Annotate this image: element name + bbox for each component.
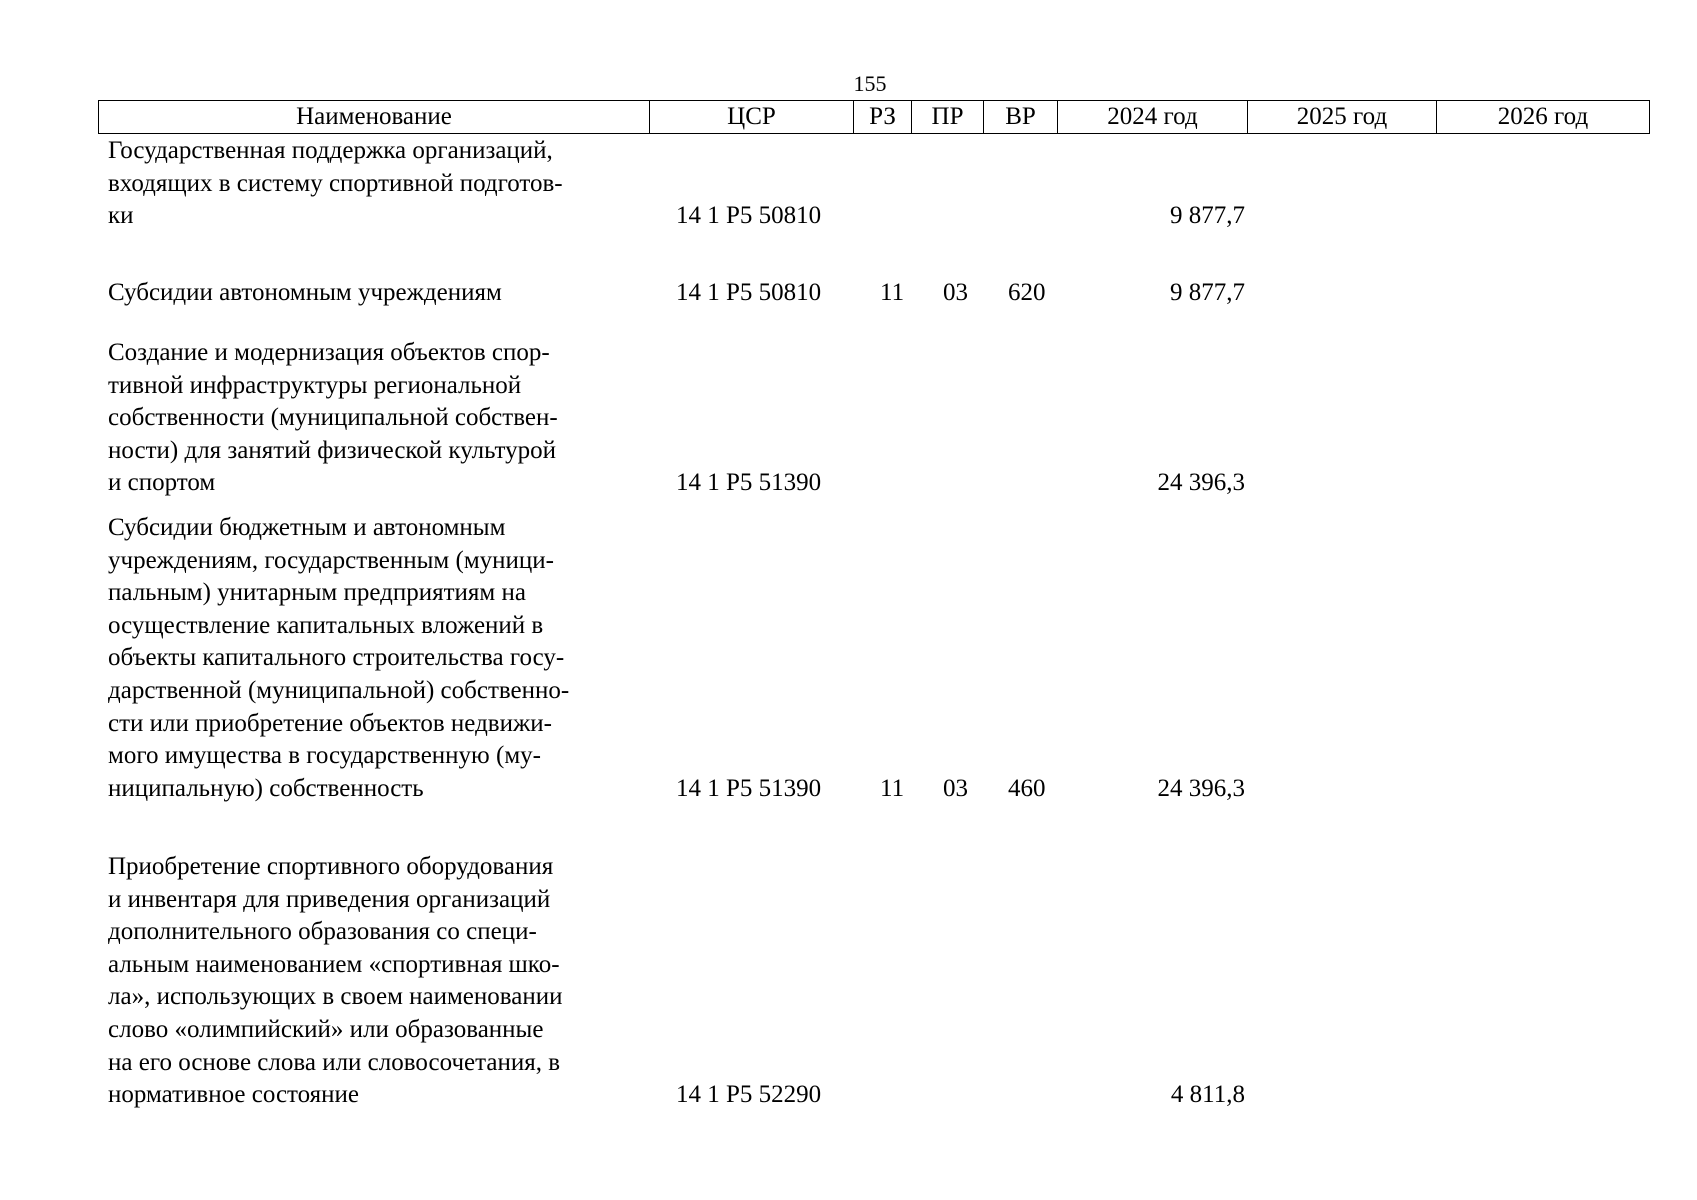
- row-name: Приобретение спортивного оборудования и инвентаря для приведения организаций дополнительного образования со специ- альным наименованием «спортивная шко- ла», использующих в своем наименовании слово «олимпийский» или образованные на его основе слова или словосочетания, в нормативное состояние: [108, 853, 563, 1109]
- row-2024: 9 877,7: [1170, 202, 1245, 229]
- row-pr: 03: [943, 775, 968, 802]
- row-name: Создание и модернизация объектов спор- тивной инфраструктуры региональной собственности (муниципальной собствен- ности) для занятий физической культурой и спортом: [108, 339, 558, 497]
- header-2026: 2026 год: [1437, 101, 1650, 134]
- row-2024: 24 396,3: [1157, 469, 1245, 496]
- row-csr: 14 1 Р5 52290: [676, 1081, 822, 1108]
- page-number: 155: [853, 71, 887, 96]
- row-vr: 620: [1008, 279, 1046, 306]
- row-rz: 11: [880, 279, 905, 306]
- row-csr: 14 1 Р5 50810: [676, 279, 822, 306]
- row-name: Государственная поддержка организаций, входящих в систему спортивной подготов- ки: [108, 137, 563, 230]
- row-name: Субсидии бюджетным и автономным учреждениям, государственным (муници- пальным) унитарным предприятиям на осуществление капитальных вложений в объекты капитального строительства госу- дарственной (муниципальной) собственно- сти или приобретение объектов недвижи- мого имущества в государственную (му- ниципальную) собственность: [108, 514, 570, 802]
- row-csr: 14 1 Р5 50810: [676, 202, 822, 229]
- row-2024: 4 811,8: [1170, 1081, 1245, 1108]
- row-csr: 14 1 Р5 51390: [676, 469, 822, 496]
- header-csr: ЦСР: [650, 101, 854, 134]
- header-rz: РЗ: [854, 101, 912, 134]
- header-pr: ПР: [912, 101, 984, 134]
- row-pr: 03: [943, 279, 968, 306]
- row-2024: 24 396,3: [1157, 775, 1245, 802]
- header-2025: 2025 год: [1248, 101, 1437, 134]
- header-name: Наименование: [99, 101, 650, 134]
- row-csr: 14 1 Р5 51390: [676, 775, 822, 802]
- row-2024: 9 877,7: [1170, 279, 1245, 306]
- header-vr: ВР: [984, 101, 1058, 134]
- row-vr: 460: [1008, 775, 1046, 802]
- table-header: [98, 100, 1650, 134]
- header-2024: 2024 год: [1058, 101, 1248, 134]
- row-rz: 11: [880, 775, 905, 802]
- row-name: Субсидии автономным учреждениям: [108, 279, 502, 306]
